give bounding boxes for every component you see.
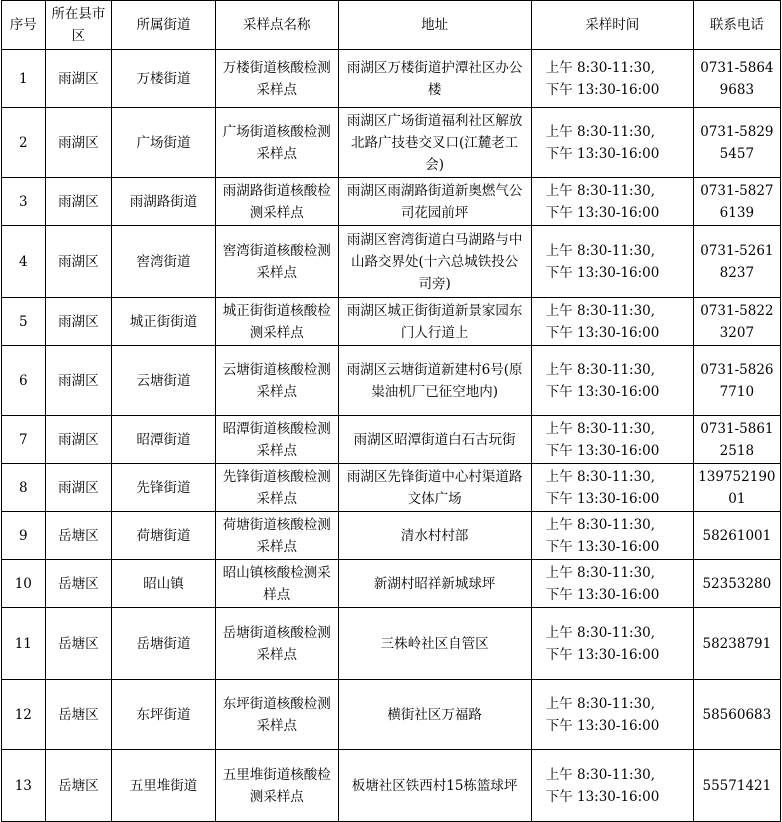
cell-address: 三株岭社区自管区	[338, 608, 531, 680]
cell-no: 13	[2, 750, 46, 822]
cell-sampling-time	[531, 464, 693, 512]
time-pm: 下午 13:30-16:00	[545, 646, 660, 663]
cell-sampling-time	[531, 178, 693, 226]
header-phone: 联系电话	[693, 1, 780, 50]
cell-sampling-time	[531, 226, 693, 298]
table-row	[2, 464, 781, 512]
table-row	[2, 108, 781, 178]
time-pm: 下午 13:30-16:00	[545, 264, 660, 281]
cell-street: 荷塘街道	[112, 512, 216, 560]
cell-site-name: 万楼街道核酸检测采样点	[215, 50, 338, 108]
time-am: 上午 8:30-11:30,	[545, 182, 656, 199]
table-row	[2, 560, 781, 608]
time-am: 上午 8:30-11:30,	[545, 468, 656, 485]
cell-site-name: 东坪街道核酸检测采样点	[215, 680, 338, 750]
cell-phone: 55571421	[693, 750, 780, 822]
table-row	[2, 416, 781, 464]
cell-address: 板塘社区铁西村15栋篮球坪	[338, 750, 531, 822]
cell-sampling-time	[531, 298, 693, 346]
cell-phone: 0731-58276139	[693, 178, 780, 226]
cell-street: 云塘街道	[112, 346, 216, 416]
time-am: 上午 8:30-11:30,	[545, 361, 656, 378]
cell-phone: 58560683	[693, 680, 780, 750]
cell-site-name: 昭山镇核酸检测采样点	[215, 560, 338, 608]
table-row	[2, 608, 781, 680]
cell-street: 窖湾街道	[112, 226, 216, 298]
cell-site-name: 云塘街道核酸检测采样点	[215, 346, 338, 416]
time-am: 上午 8:30-11:30,	[545, 302, 656, 319]
cell-no: 9	[2, 512, 46, 560]
header-county: 所在县市区	[45, 1, 111, 50]
time-pm: 下午 13:30-16:00	[545, 81, 660, 98]
cell-sampling-time	[531, 108, 693, 178]
time-am: 上午 8:30-11:30,	[545, 564, 656, 581]
cell-sampling-time	[531, 608, 693, 680]
cell-no: 2	[2, 108, 46, 178]
table-row	[2, 298, 781, 346]
time-am: 上午 8:30-11:30,	[545, 420, 656, 437]
cell-street: 昭潭街道	[112, 416, 216, 464]
cell-no: 12	[2, 680, 46, 750]
cell-address: 雨湖区万楼街道护潭社区办公楼	[338, 50, 531, 108]
cell-street: 先锋街道	[112, 464, 216, 512]
cell-county: 岳塘区	[45, 512, 111, 560]
cell-county: 雨湖区	[45, 178, 111, 226]
cell-phone: 0731-58612518	[693, 416, 780, 464]
cell-county: 雨湖区	[45, 226, 111, 298]
cell-site-name: 岳塘街道核酸检测采样点	[215, 608, 338, 680]
cell-street: 昭山镇	[112, 560, 216, 608]
cell-county: 岳塘区	[45, 560, 111, 608]
time-pm: 下午 13:30-16:00	[545, 717, 660, 734]
cell-county: 岳塘区	[45, 750, 111, 822]
cell-county: 雨湖区	[45, 416, 111, 464]
header-street: 所属街道	[112, 1, 216, 50]
time-pm: 下午 13:30-16:00	[545, 383, 660, 400]
header-site: 采样点名称	[215, 1, 338, 50]
cell-site-name: 先锋街道核酸检测采样点	[215, 464, 338, 512]
cell-phone: 52353280	[693, 560, 780, 608]
cell-street: 城正街街道	[112, 298, 216, 346]
cell-county: 雨湖区	[45, 298, 111, 346]
time-pm: 下午 13:30-16:00	[545, 145, 660, 162]
table-row	[2, 346, 781, 416]
cell-site-name: 城正街街道核酸检测采样点	[215, 298, 338, 346]
cell-address: 雨湖区城正街街道新景家园东门人行道上	[338, 298, 531, 346]
cell-address: 雨湖区窖湾街道白马湖路与中山路交界处(十六总城铁投公司旁)	[338, 226, 531, 298]
table-row	[2, 226, 781, 298]
cell-site-name: 五里堆街道核酸检测采样点	[215, 750, 338, 822]
cell-address: 雨湖区先锋街道中心村渠道路文体广场	[338, 464, 531, 512]
time-am: 上午 8:30-11:30,	[545, 695, 656, 712]
time-am: 上午 8:30-11:30,	[545, 624, 656, 641]
table-header-row	[2, 1, 781, 50]
cell-street: 五里堆街道	[112, 750, 216, 822]
cell-no: 8	[2, 464, 46, 512]
table-row	[2, 178, 781, 226]
cell-sampling-time	[531, 680, 693, 750]
cell-sampling-time	[531, 416, 693, 464]
cell-street: 雨湖路街道	[112, 178, 216, 226]
cell-address: 雨湖区云塘街道新建村6号(原粜油机厂已征空地内)	[338, 346, 531, 416]
cell-county: 岳塘区	[45, 680, 111, 750]
cell-no: 10	[2, 560, 46, 608]
time-pm: 下午 13:30-16:00	[545, 538, 660, 555]
time-pm: 下午 13:30-16:00	[545, 442, 660, 459]
cell-site-name: 荷塘街道核酸检测采样点	[215, 512, 338, 560]
cell-no: 5	[2, 298, 46, 346]
cell-address: 横街社区万福路	[338, 680, 531, 750]
cell-street: 东坪街道	[112, 680, 216, 750]
cell-sampling-time	[531, 346, 693, 416]
cell-phone: 13975219001	[693, 464, 780, 512]
cell-no: 3	[2, 178, 46, 226]
time-pm: 下午 13:30-16:00	[545, 788, 660, 805]
time-am: 上午 8:30-11:30,	[545, 766, 656, 783]
cell-no: 6	[2, 346, 46, 416]
cell-address: 雨湖区广场街道福利社区解放北路广技巷交叉口(江麓老工会)	[338, 108, 531, 178]
time-pm: 下午 13:30-16:00	[545, 324, 660, 341]
cell-sampling-time	[531, 750, 693, 822]
table-row	[2, 50, 781, 108]
cell-no: 4	[2, 226, 46, 298]
table-row	[2, 680, 781, 750]
time-am: 上午 8:30-11:30,	[545, 242, 656, 259]
cell-address: 雨湖区雨湖路街道新奥燃气公司花园前坪	[338, 178, 531, 226]
cell-no: 1	[2, 50, 46, 108]
table-row	[2, 750, 781, 822]
cell-sampling-time	[531, 560, 693, 608]
cell-street: 岳塘街道	[112, 608, 216, 680]
cell-street: 万楼街道	[112, 50, 216, 108]
cell-sampling-time	[531, 512, 693, 560]
cell-address: 新湖村昭祥新城球坪	[338, 560, 531, 608]
cell-site-name: 窖湾街道核酸检测采样点	[215, 226, 338, 298]
table-row	[2, 512, 781, 560]
cell-address: 雨湖区昭潭街道白石古玩街	[338, 416, 531, 464]
time-am: 上午 8:30-11:30,	[545, 123, 656, 140]
cell-county: 雨湖区	[45, 464, 111, 512]
cell-county: 雨湖区	[45, 50, 111, 108]
cell-phone: 0731-58295457	[693, 108, 780, 178]
cell-sampling-time	[531, 50, 693, 108]
time-pm: 下午 13:30-16:00	[545, 204, 660, 221]
time-am: 上午 8:30-11:30,	[545, 516, 656, 533]
cell-phone: 0731-58649683	[693, 50, 780, 108]
cell-phone: 0731-58267710	[693, 346, 780, 416]
time-pm: 下午 13:30-16:00	[545, 586, 660, 603]
cell-site-name: 广场街道核酸检测采样点	[215, 108, 338, 178]
cell-site-name: 昭潭街道核酸检测采样点	[215, 416, 338, 464]
sampling-sites-table	[1, 0, 781, 822]
header-time: 采样时间	[531, 1, 693, 50]
cell-phone: 0731-52618237	[693, 226, 780, 298]
cell-phone: 58261001	[693, 512, 780, 560]
cell-address: 清水村村部	[338, 512, 531, 560]
header-address: 地址	[338, 1, 531, 50]
cell-county: 岳塘区	[45, 608, 111, 680]
header-no: 序号	[2, 1, 46, 50]
cell-county: 雨湖区	[45, 346, 111, 416]
cell-no: 11	[2, 608, 46, 680]
cell-county: 雨湖区	[45, 108, 111, 178]
time-pm: 下午 13:30-16:00	[545, 490, 660, 507]
cell-no: 7	[2, 416, 46, 464]
cell-site-name: 雨湖路街道核酸检测采样点	[215, 178, 338, 226]
cell-phone: 58238791	[693, 608, 780, 680]
cell-street: 广场街道	[112, 108, 216, 178]
cell-phone: 0731-58223207	[693, 298, 780, 346]
time-am: 上午 8:30-11:30,	[545, 59, 656, 76]
